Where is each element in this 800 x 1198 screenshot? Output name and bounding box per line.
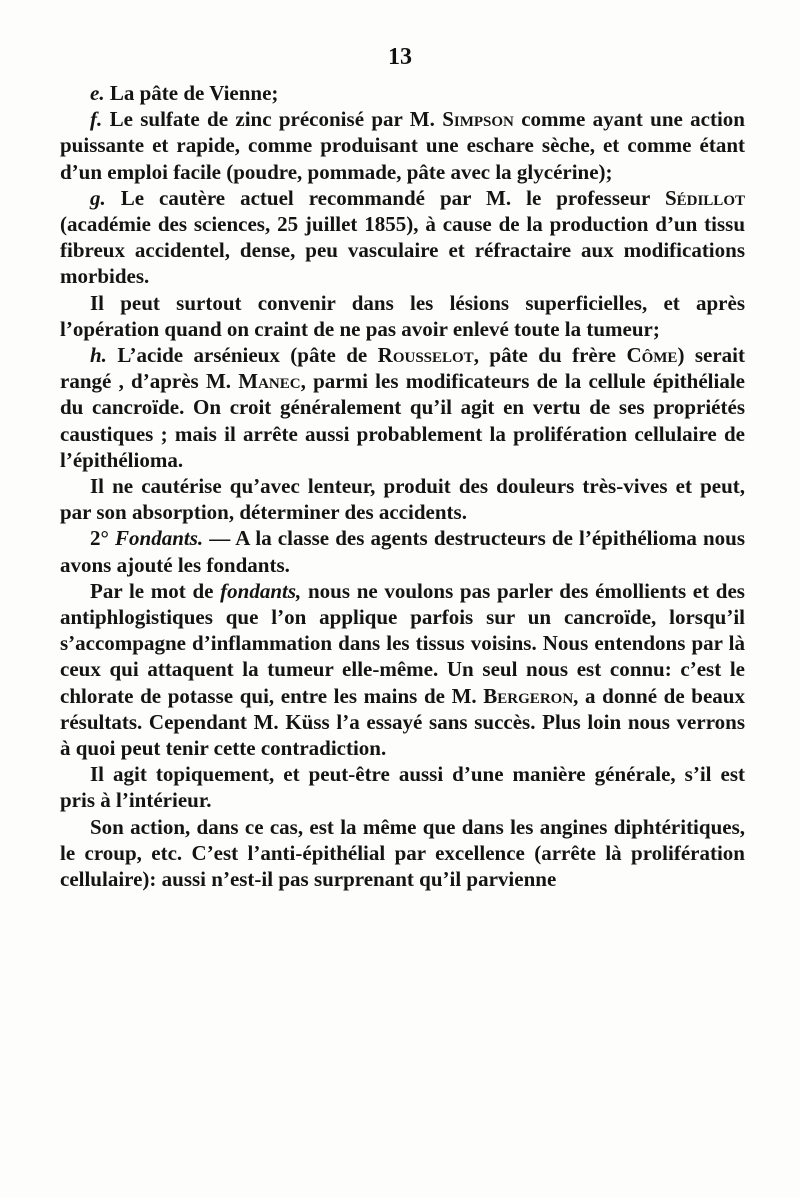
item-h-text-2: , pâte du frère bbox=[473, 343, 627, 368]
paragraph-cauterise: Il ne cautérise qu’avec lenteur, produit des douleurs très-vives et peut, par son absorption, déterminer des accidents. bbox=[60, 474, 745, 525]
author-come: Côme bbox=[626, 343, 678, 368]
section-text: — A la classe des agents destructeurs de l’épithélioma nous avons ajouté les fondants. bbox=[60, 526, 745, 577]
section-number: 2° bbox=[90, 526, 116, 551]
paragraph-superficial: Il peut surtout convenir dans les lésions superficielles, et après l’opération quand on craint de ne pas avoir enlevé toute la tumeur; bbox=[60, 290, 745, 341]
item-h-text-3: ) serait rangé , d’après M. bbox=[60, 343, 746, 394]
author-bergeron: Bergeron bbox=[483, 683, 574, 708]
item-g-text-1: Le cautère actuel recommandé par M. le professeur bbox=[105, 185, 665, 210]
item-h bbox=[60, 342, 745, 473]
item-g-text-2: (académie des sciences, 25 juillet 1855), à cause de la production d’un tissu fibreux accidentel, dense, peu vasculaire et réfractaire aux modifications morbides. bbox=[60, 212, 745, 289]
item-e bbox=[60, 80, 745, 106]
paragraph-fondants-text-2: nous ne voulons pas parler des émollients et des antiphlogistiques que l’on applique parfois sur un cancroïde, lorsqu’il s’accompagne d’inflammation dans les tissus voisins. Nous entendons par là ceux qui attaquent la tumeur elle-même. Un seul nous est connu: c’est le chlorate de potasse qui, entre les mains de M. bbox=[60, 578, 745, 708]
author-manec: Manec bbox=[238, 369, 301, 394]
item-f-text-1: Le sulfate de zinc préconisé par M. bbox=[102, 107, 443, 132]
item-g bbox=[60, 185, 745, 290]
body-text bbox=[60, 80, 745, 892]
item-f bbox=[60, 106, 745, 185]
item-f-text-2: comme ayant une action puissante et rapide, comme produisant une eschare sèche, et comme étant d’un emploi facile (poudre, pommade, pâte avec la glycérine); bbox=[60, 107, 745, 184]
paragraph-fondants-text-1: Par le mot de bbox=[90, 578, 221, 603]
item-h-text-1: L’acide arsénieux (pâte de bbox=[106, 343, 378, 368]
paragraph-fondants-text-3: , a donné de beaux résultats. Cependant M. Küss l’a essayé sans succès. Plus loin nous verrons à quoi peut tenir cette contradiction. bbox=[60, 683, 745, 761]
term-fondants: fondants, bbox=[220, 578, 302, 603]
paragraph-fondants bbox=[60, 578, 745, 761]
author-rousselot: Rousselot bbox=[377, 343, 474, 368]
item-e-text: La pâte de Vienne; bbox=[104, 81, 279, 105]
section-fondants bbox=[60, 525, 745, 577]
author-simpson: Simpson bbox=[442, 107, 514, 132]
paragraph-action: Son action, dans ce cas, est la même que dans les angines diphtéritiques, le croup, etc. C’est l’anti-épithélial par excellence (arrête là prolifération cellulaire): aussi n’est-il pas surprenant qu’il parvienne bbox=[60, 814, 745, 892]
item-e-label: e. bbox=[90, 81, 105, 105]
item-h-text-4: , parmi les modificateurs de la cellule épithéliale du cancroïde. On croit généralement qu’il agit en vertu de ses propriétés caustiques ; mais il arrête aussi probablement la prolifération cellulaire de l’épithélioma. bbox=[60, 369, 745, 472]
page-number: 13 bbox=[388, 44, 412, 70]
paragraph-topique: Il agit topiquement, et peut-être aussi d’une manière générale, s’il est pris à l’intérieur. bbox=[60, 762, 745, 813]
author-sedillot: Sédillot bbox=[664, 185, 745, 210]
item-f-label: f. bbox=[90, 107, 103, 132]
section-title: Fondants. bbox=[115, 526, 204, 551]
item-g-label: g. bbox=[90, 185, 106, 210]
item-h-label: h. bbox=[90, 343, 107, 368]
